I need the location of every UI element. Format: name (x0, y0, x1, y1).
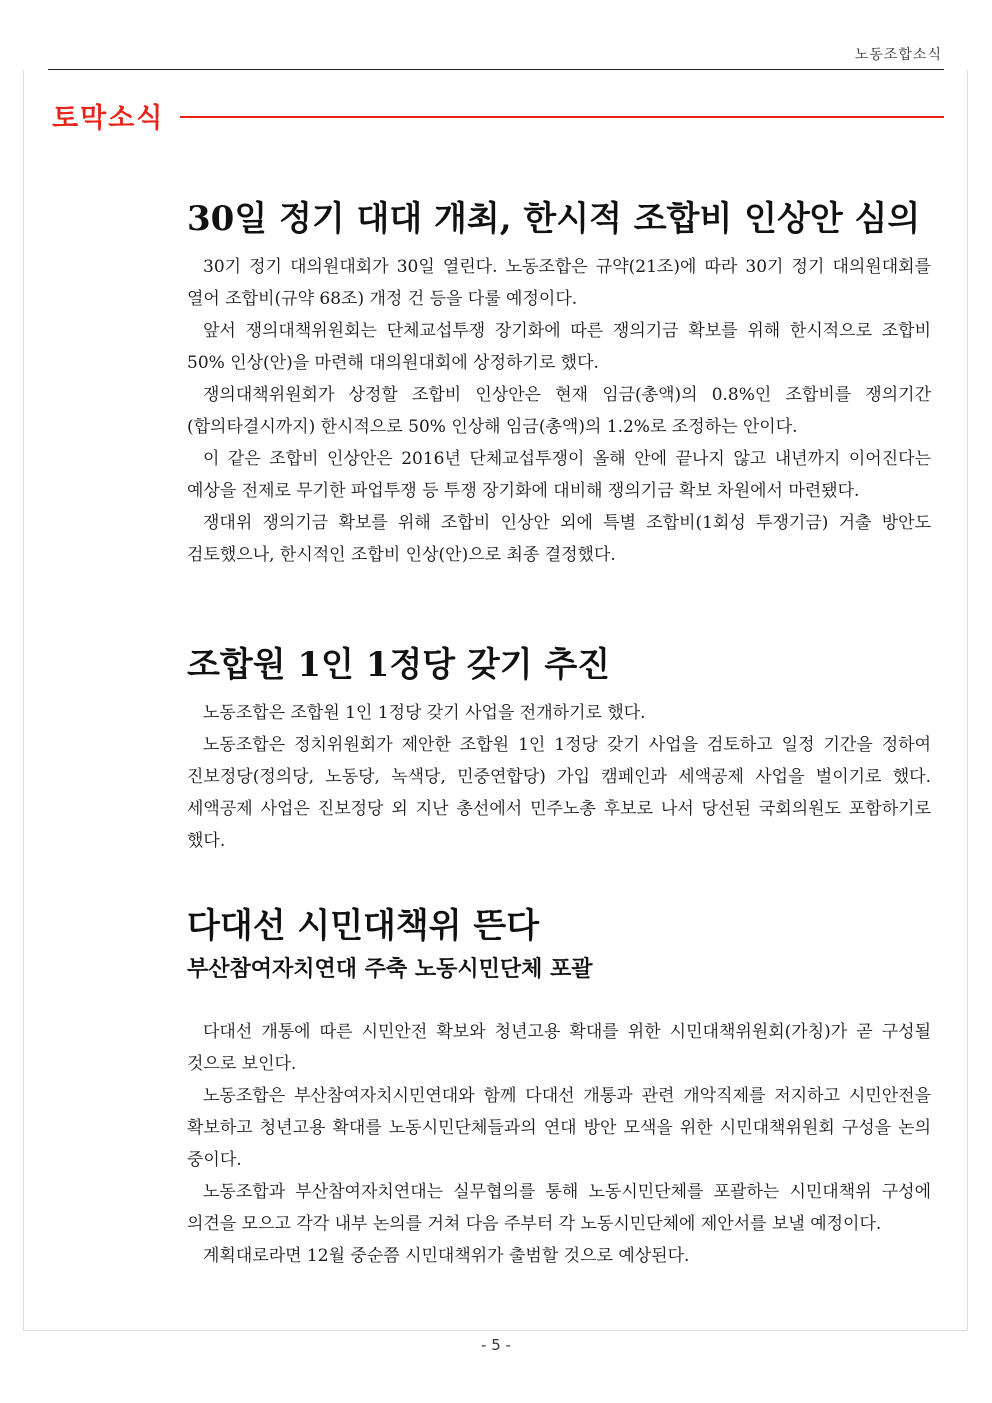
article-paragraph: 다대선 개통에 따른 시민안전 확보와 청년고용 확대를 위한 시민대책위원회(가칭)가 곧 구성될 것으로 보인다. (187, 1022, 931, 1074)
article-paragraph: 노동조합은 정치위원회가 제안한 조합원 1인 1정당 갖기 사업을 검토하고 일정 기간을 정하여 진보정당(정의당, 노동당, 녹색당, 민중연합당) 가입 캠페인과 세액공제 사업을 벌이기로 했다. 세액공제 사업은 진보정당 외 지난 총선에서 민주노총 후보로 나서 당선된 국회의원도 포함하기로 했다. (187, 735, 931, 851)
section-divider (180, 116, 944, 118)
article-headline: 다대선 시민대책위 뜬다 (187, 906, 540, 946)
running-header: 노동조합소식 (854, 47, 942, 63)
article-body (187, 1016, 931, 1272)
article-paragraph: 앞서 쟁의대책위원회는 단체교섭투쟁 장기화에 따른 쟁의기금 확보를 위해 한시적으로 조합비 50% 인상(안)을 마련해 대의원대회에 상정하기로 했다. (187, 321, 931, 373)
section-title: 토막소식 (52, 103, 165, 134)
article-paragraph: 쟁대위 쟁의기금 확보를 위해 조합비 인상안 외에 특별 조합비(1회성 투쟁기금) 거출 방안도 검토했으나, 한시적인 조합비 인상(안)으로 최종 결정했다. (187, 513, 931, 565)
article-paragraph: 이 같은 조합비 인상안은 2016년 단체교섭투쟁이 올해 안에 끝나지 않고 내년까지 이어진다는 예상을 전제로 무기한 파업투쟁 등 투쟁 장기화에 대비해 쟁의기금 확보 차원에서 마련됐다. (187, 449, 931, 501)
article-2 (187, 643, 931, 857)
article-paragraph: 30기 정기 대의원대회가 30일 열린다. 노동조합은 규약(21조)에 따라 30기 정기 대의원대회를 열어 조합비(규약 68조) 개정 건 등을 다룰 예정이다. (187, 257, 931, 309)
article-subheadline: 부산참여자치연대 주축 노동시민단체 포괄 (187, 956, 593, 982)
article-body (187, 697, 931, 857)
article-paragraph: 노동조합은 부산참여자치시민연대와 함께 다대선 개통과 관련 개악직제를 저지하고 시민안전을 확보하고 청년고용 확대를 노동시민단체들과의 연대 방안 모색을 위한 시민대책위원회 구성을 논의 중이다. (187, 1086, 931, 1170)
article-headline: 조합원 1인 1정당 갖기 추진 (187, 645, 611, 685)
article-paragraph: 계획대로라면 12월 중순쯤 시민대책위가 출범할 것으로 예상된다. (203, 1246, 690, 1266)
article-1 (187, 197, 931, 571)
article-3 (187, 904, 931, 1272)
article-paragraph: 노동조합은 조합원 1인 1정당 갖기 사업을 전개하기로 했다. (203, 703, 646, 723)
article-paragraph: 쟁의대책위원회가 상정할 조합비 인상안은 현재 임금(총액)의 0.8%인 조합비를 쟁의기간(합의타결시까지) 한시적으로 50% 인상해 임금(총액)의 1.2%로 조정하는 안이다. (187, 385, 931, 437)
page-number: - 5 - (481, 1336, 511, 1354)
article-body (187, 251, 931, 571)
article-paragraph: 노동조합과 부산참여자치연대는 실무협의를 통해 노동시민단체를 포괄하는 시민대책위 구성에 의견을 모으고 각각 내부 논의를 거쳐 다음 주부터 각 노동시민단체에 제안서를 보낼 예정이다. (187, 1182, 931, 1234)
article-headline: 30일 정기 대대 개최, 한시적 조합비 인상안 심의 (187, 199, 921, 239)
